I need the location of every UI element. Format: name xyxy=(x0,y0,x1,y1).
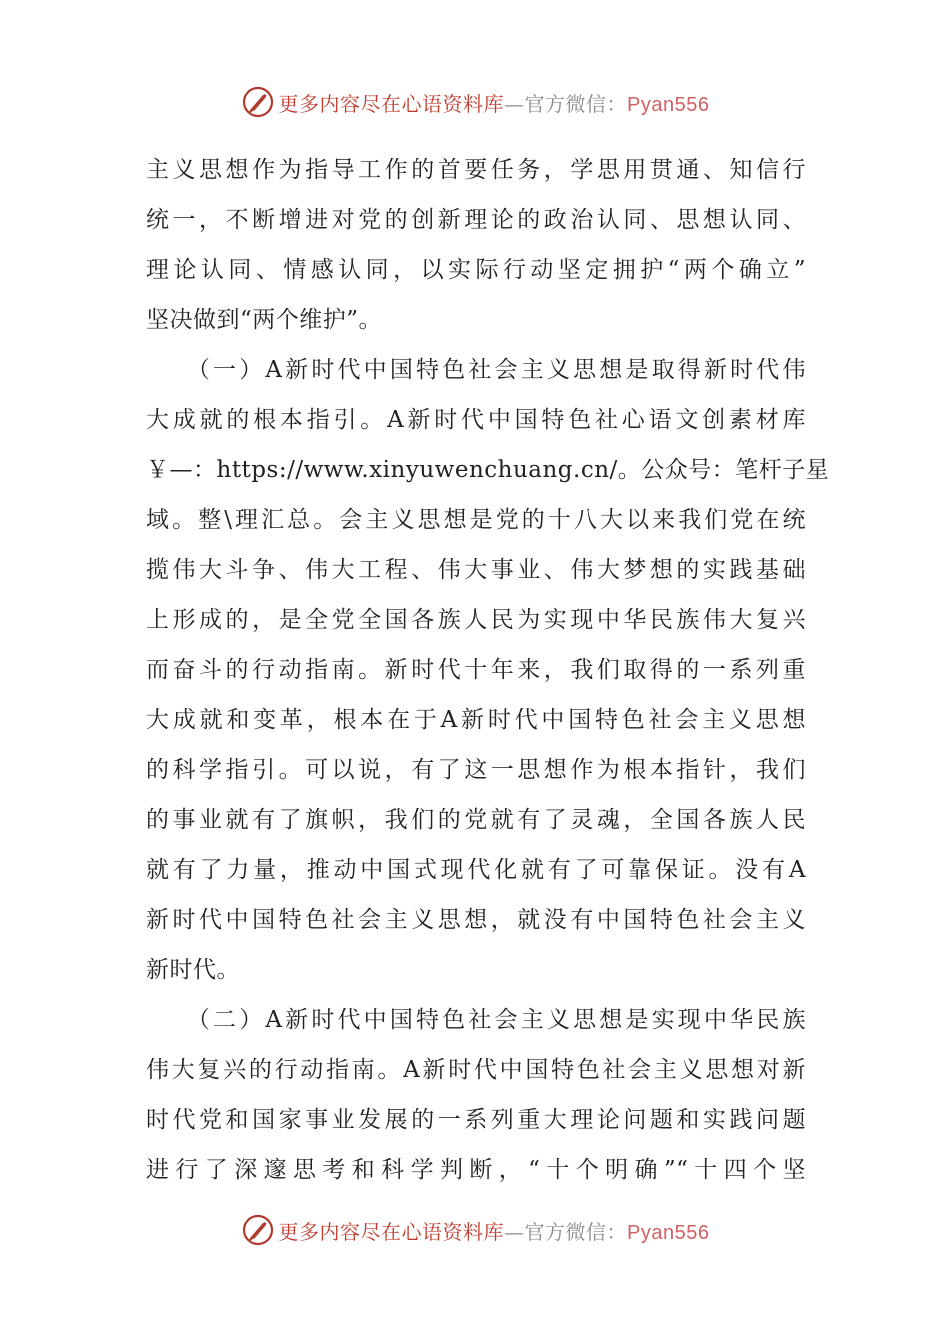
banner-red-text: 更多内容尽在心语资料库 xyxy=(278,91,505,116)
text-line: 时代党和国家事业发展的一系列重大理论问题和实践问题 xyxy=(146,1107,806,1133)
quill-logo-icon xyxy=(241,1213,275,1247)
banner-red-text: 更多内容尽在心语资料库 xyxy=(278,1219,505,1244)
text-line: 的科学指引。可以说，有了这一思想作为根本指针，我们 xyxy=(146,757,806,783)
document-body xyxy=(146,145,830,1195)
text-line: 坚决做到“两个维护”。 xyxy=(146,307,383,333)
banner-handle-text: Pyan556 xyxy=(627,1221,710,1244)
text-line: 域。整\理汇总。会主义思想是党的十八大以来我们党在统 xyxy=(146,507,806,533)
text-line: 上形成的，是全党全国各族人民为实现中华民族伟大复兴 xyxy=(146,607,806,633)
text-line: 新时代中国特色社会主义思想，就没有中国特色社会主义 xyxy=(146,907,806,933)
quill-logo-icon xyxy=(241,85,275,119)
text-line: 的事业就有了旗帜，我们的党就有了灵魂，全国各族人民 xyxy=(146,807,806,833)
text-line: 伟大复兴的行动指南。A新时代中国特色社会主义思想对新 xyxy=(146,1057,806,1083)
text-line: （二）A新时代中国特色社会主义思想是实现中华民族 xyxy=(146,1007,806,1033)
banner-handle-text: Pyan556 xyxy=(627,93,710,116)
text-line: 大成就的根本指引。A新时代中国特色社心语文创素材库 xyxy=(146,407,806,433)
text-line: 揽伟大斗争、伟大工程、伟大事业、伟大梦想的实践基础 xyxy=(146,557,806,583)
footer-watermark xyxy=(0,1210,950,1250)
header-watermark xyxy=(0,82,950,122)
text-line: 大成就和变革，根本在于A新时代中国特色社会主义思想 xyxy=(146,707,806,733)
text-line: 进行了深邃思考和科学判断，“十个明确”“十四个坚 xyxy=(146,1157,806,1183)
banner-dash-text: —官方微信： xyxy=(504,1219,628,1244)
text-line: 主义思想作为指导工作的首要任务，学思用贯通、知信行 xyxy=(146,157,806,183)
text-line: 理论认同、情感认同，以实际行动坚定拥护“两个确立” xyxy=(146,257,806,283)
text-line: ￥—：https://www.xinyuwenchuang.cn/。公众号：笔杆子星 xyxy=(146,457,830,483)
text-line: 就有了力量，推动中国式现代化就有了可靠保证。没有A xyxy=(146,857,806,883)
text-line: （一）A新时代中国特色社会主义思想是取得新时代伟 xyxy=(146,357,806,383)
text-line: 新时代。 xyxy=(146,957,240,983)
text-line: 统一，不断增进对党的创新理论的政治认同、思想认同、 xyxy=(146,207,806,233)
text-line: 而奋斗的行动指南。新时代十年来，我们取得的一系列重 xyxy=(146,657,806,683)
banner-dash-text: —官方微信： xyxy=(504,91,628,116)
